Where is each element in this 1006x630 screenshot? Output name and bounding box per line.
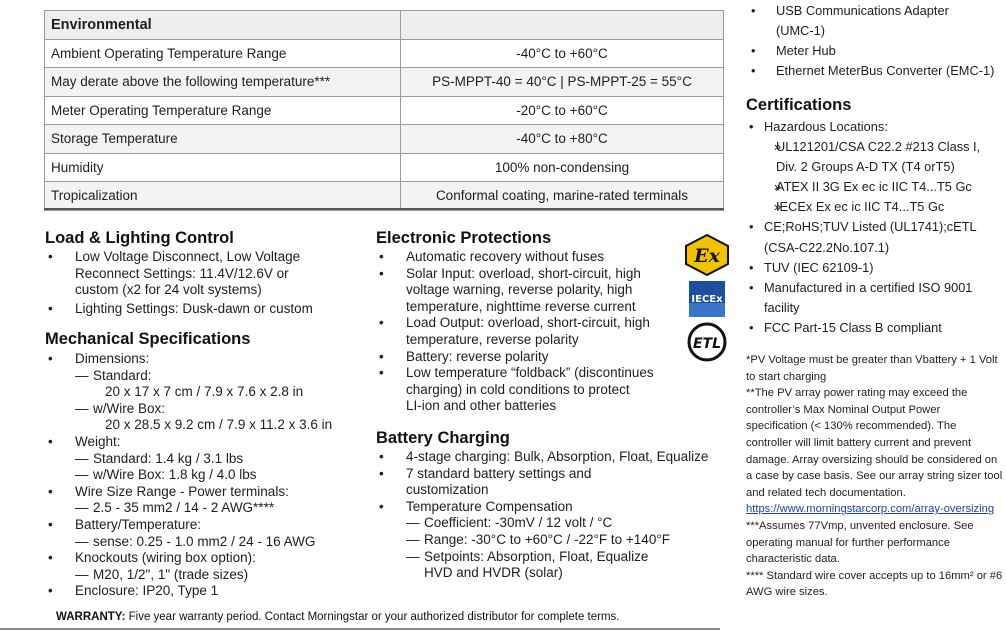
table-row bbox=[45, 68, 724, 97]
row-value: -40°C to +60°C bbox=[401, 39, 724, 68]
list-item: (UMC-1) bbox=[776, 23, 826, 38]
list-item: • Ethernet MeterBus Converter (EMC-1) bbox=[748, 61, 1004, 81]
array-oversizing-link[interactable]: https://www.morningstarcorp.com/array-oversizing bbox=[746, 503, 995, 516]
list-item: Div. 2 Groups A-D TX (T4 orT5) bbox=[776, 159, 955, 175]
list-item: » ATEX II 3G Ex ec ic IIC T4...T5 Gc bbox=[746, 177, 1004, 197]
list-item: • 7 standard battery settings and bbox=[376, 466, 736, 483]
list-item: temperature, reverse polarity bbox=[406, 331, 579, 347]
list-item: • Wire Size Range - Power terminals: bbox=[45, 484, 375, 501]
row-label: Meter Operating Temperature Range bbox=[45, 96, 401, 125]
warranty-line bbox=[56, 611, 619, 623]
certifications-list bbox=[746, 117, 1004, 338]
list-item: — Coefficient: -30mV / 12 volt / °C bbox=[376, 515, 736, 532]
list-item: • Solar Input: overload, short-circuit, high bbox=[376, 266, 686, 283]
list-item: customization bbox=[406, 482, 489, 498]
list-item: — M20, 1/2", 1" (trade sizes) bbox=[45, 567, 375, 584]
row-label: Tropicalization bbox=[45, 182, 401, 211]
list-item: • TUV (IEC 62109-1) bbox=[746, 258, 1004, 278]
row-label: Humidity bbox=[45, 153, 401, 182]
iecex-logo bbox=[689, 281, 725, 317]
table-row bbox=[45, 96, 724, 125]
row-value: PS-MPPT-40 = 40°C | PS-MPPT-25 = 55°C bbox=[401, 68, 724, 97]
svg-text:Ex: Ex bbox=[694, 245, 720, 267]
table-row bbox=[45, 125, 724, 154]
list-item: • Low Voltage Disconnect, Low Voltage bbox=[45, 249, 365, 266]
load-section-title: Load & Lighting Control bbox=[45, 229, 234, 247]
list-item: — Standard: bbox=[45, 368, 375, 385]
accessories-list bbox=[748, 1, 1004, 81]
footnote-4: **** Standard wire cover accepts up to 16mm² or #6 AWG wire sizes. bbox=[746, 569, 1003, 599]
list-item: custom (x2 for 24 volt systems) bbox=[75, 282, 262, 298]
list-item: LI-ion and other batteries bbox=[406, 398, 557, 414]
row-label: May derate above the following temperature*** bbox=[45, 68, 401, 97]
list-item: HVD and HVDR (solar) bbox=[424, 565, 563, 581]
list-item: — Range: -30°C to +60°C / -22°F to +140°F bbox=[376, 532, 736, 549]
footnote-1: *PV Voltage must be greater than Vbattery + 1 Volt to start charging bbox=[746, 354, 998, 383]
list-item: — w/Wire Box: 1.8 kg / 4.0 lbs bbox=[45, 467, 375, 484]
list-item: — 2.5 - 35 mm2 / 14 - 2 AWG**** bbox=[45, 500, 375, 517]
list-item: — Setpoints: Absorption, Float, Equalize bbox=[376, 549, 736, 566]
list-item: • Lighting Settings: Dusk-dawn or custom bbox=[45, 301, 365, 318]
certifications-title: Certifications bbox=[746, 96, 852, 114]
list-item: • Meter Hub bbox=[748, 41, 1004, 61]
svg-text:ETL: ETL bbox=[692, 336, 722, 352]
list-item: charging) in cold conditions to protect bbox=[406, 381, 630, 397]
list-item: • Hazardous Locations: bbox=[746, 117, 1004, 137]
table-row bbox=[45, 39, 724, 68]
table-header: Environmental bbox=[45, 11, 401, 40]
environmental-table bbox=[44, 10, 724, 211]
list-item: • Manufactured in a certified ISO 9001 bbox=[746, 278, 1004, 298]
row-value: -20°C to +60°C bbox=[401, 96, 724, 125]
list-item: • Enclosure: IP20, Type 1 bbox=[45, 583, 375, 600]
atex-ex-logo bbox=[684, 234, 730, 276]
warranty-label: WARRANTY: bbox=[56, 611, 126, 623]
list-item: • Weight: bbox=[45, 434, 375, 451]
list-item: • Low temperature “foldback” (discontinues bbox=[376, 365, 686, 382]
list-item: 20 x 28.5 x 9.2 cm / 7.9 x 11.2 x 3.6 in bbox=[105, 417, 333, 433]
list-item: • 4-stage charging: Bulk, Absorption, Float, Equalize bbox=[376, 449, 736, 466]
list-item: • Dimensions: bbox=[45, 351, 375, 368]
etl-logo bbox=[687, 322, 727, 362]
list-item: (CSA-C22.2No.107.1) bbox=[764, 239, 890, 255]
row-label: Storage Temperature bbox=[45, 125, 401, 154]
table-row bbox=[45, 153, 724, 182]
list-item: Reconnect Settings: 11.4V/12.6V or bbox=[75, 265, 289, 281]
list-item: • Battery/Temperature: bbox=[45, 517, 375, 534]
list-item: facility bbox=[764, 299, 800, 315]
footnote-3: ***Assumes 77Vmp, unvented enclosure. See operating manual for further performance characteristic data. bbox=[746, 519, 974, 566]
list-item: • USB Communications Adapter bbox=[748, 1, 1004, 21]
warranty-text: Five year warranty period. Contact Morningstar or your authorized distributor for complete terms. bbox=[125, 611, 620, 623]
list-item: • FCC Part-15 Class B compliant bbox=[746, 318, 1004, 338]
row-label: Ambient Operating Temperature Range bbox=[45, 39, 401, 68]
mech-section-title: Mechanical Specifications bbox=[45, 330, 251, 348]
svg-text:IECEx: IECEx bbox=[691, 294, 723, 305]
load-list bbox=[45, 249, 365, 317]
electronic-list bbox=[376, 249, 686, 415]
list-item: — Standard: 1.4 kg / 3.1 lbs bbox=[45, 451, 375, 468]
battery-list bbox=[376, 449, 736, 582]
list-item: • Load Output: overload, short-circuit, high bbox=[376, 315, 686, 332]
list-item: • Knockouts (wiring box option): bbox=[45, 550, 375, 567]
list-item: temperature, nighttime reverse current bbox=[406, 298, 636, 314]
battery-section-title: Battery Charging bbox=[376, 429, 510, 447]
list-item: • Battery: reverse polarity bbox=[376, 349, 686, 366]
list-item: • Temperature Compensation bbox=[376, 499, 736, 516]
section-divider bbox=[44, 208, 724, 210]
footnote-2: **The PV array power rating may exceed the controller’s Max Nominal Output Power specification (< 130% recommended). The controller will limit battery current and prevent damage. Array oversizing should be considered on a case by case basis. See our array string sizer tool and related tech documentation. https://www.morningstarcorp.com/array-oversizing bbox=[746, 387, 1003, 516]
list-item: » IECEx Ex ec ic IIC T4...T5 Gc bbox=[746, 197, 1004, 217]
row-value: -40°C to +80°C bbox=[401, 125, 724, 154]
footnotes bbox=[746, 352, 1004, 601]
list-item: — sense: 0.25 - 1.0 mm2 / 24 - 16 AWG bbox=[45, 534, 375, 551]
table-row bbox=[45, 182, 724, 211]
electronic-section-title: Electronic Protections bbox=[376, 229, 552, 247]
list-item: » UL121201/CSA C22.2 #213 Class I, bbox=[746, 137, 1004, 157]
mech-list bbox=[45, 351, 375, 600]
row-value: 100% non-condensing bbox=[401, 153, 724, 182]
list-item: 20 x 17 x 7 cm / 7.9 x 7.6 x 2.8 in bbox=[105, 384, 304, 400]
list-item: • Automatic recovery without fuses bbox=[376, 249, 686, 266]
table-header-row bbox=[45, 11, 724, 40]
list-item: voltage warning, reverse polarity, high bbox=[406, 282, 633, 298]
row-value: Conformal coating, marine-rated terminals bbox=[401, 182, 724, 211]
list-item: • CE;RoHS;TUV Listed (UL1741);cETL bbox=[746, 217, 1004, 237]
list-item: — w/Wire Box: bbox=[45, 401, 375, 418]
